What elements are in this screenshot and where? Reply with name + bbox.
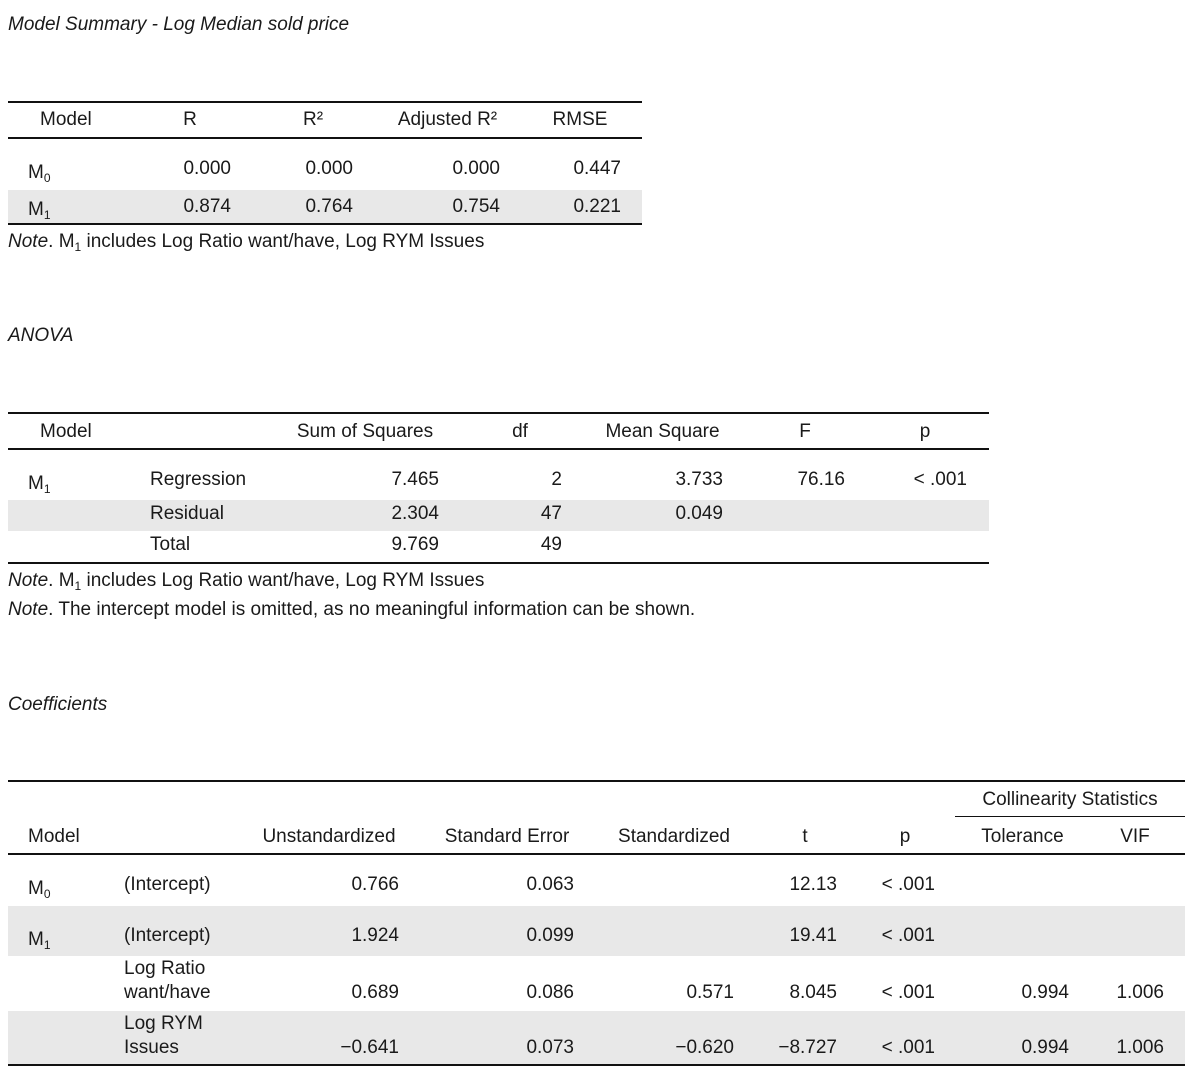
col-header-f: F [799, 421, 811, 442]
coefficients-title: Coefficients [8, 694, 108, 715]
source-label: Total [150, 534, 191, 555]
table-rule [8, 780, 1185, 782]
p-value: < .001 [881, 982, 935, 1003]
vif-value: 1.006 [1116, 982, 1164, 1003]
unstd-value: 0.766 [351, 874, 399, 895]
r-value: 0.000 [183, 158, 231, 179]
std-value: −0.620 [675, 1037, 734, 1058]
col-header-p: p [899, 826, 911, 847]
se-value: 0.073 [526, 1037, 574, 1058]
col-header-vif: VIF [1120, 826, 1150, 847]
table-rule [8, 448, 989, 450]
f-value: 76.16 [797, 469, 845, 490]
ms-value: 0.049 [675, 503, 723, 524]
col-header-r: R [183, 109, 197, 130]
std-value: 0.571 [686, 982, 734, 1003]
se-value: 0.086 [526, 982, 574, 1003]
unstd-value: 1.924 [351, 925, 399, 946]
col-header-standard-error: Standard Error [444, 826, 570, 847]
term-label: (Intercept) [124, 874, 211, 895]
ms-value: 3.733 [675, 469, 723, 490]
tolerance-value: 0.994 [1021, 982, 1069, 1003]
col-header-rmse: RMSE [552, 109, 608, 130]
ss-value: 9.769 [391, 534, 439, 555]
model-summary-title: Model Summary - Log Median sold price [8, 14, 350, 35]
r2-value: 0.764 [305, 196, 353, 217]
col-header-sum-squares: Sum of Squares [296, 421, 434, 442]
col-header-adj-r2: Adjusted R² [397, 109, 498, 130]
table-rule [8, 1064, 1185, 1066]
se-value: 0.099 [526, 925, 574, 946]
col-header-tolerance: Tolerance [981, 826, 1064, 847]
model-label: $M_1$ [28, 929, 51, 952]
unstd-value: 0.689 [351, 982, 399, 1003]
table-rule [8, 853, 1185, 855]
table-note: Note. The intercept model is omitted, as no meaningful information can be shown. [8, 599, 696, 620]
source-label: Regression [150, 469, 247, 490]
rmse-value: 0.221 [573, 196, 621, 217]
term-label: (Intercept) [124, 925, 211, 946]
t-value: −8.727 [778, 1037, 837, 1058]
col-header-model: Model [40, 109, 92, 130]
col-header-unstandardized: Unstandardized [262, 826, 396, 847]
col-header-t: t [802, 826, 808, 847]
model-label: $M_0$ [28, 878, 51, 901]
term-label-cont: want/have [124, 982, 211, 1003]
tolerance-value: 0.994 [1021, 1037, 1069, 1058]
df-value: 2 [551, 469, 562, 490]
term-label: Log RYM [124, 1013, 203, 1034]
df-value: 47 [540, 503, 562, 524]
r2-value: 0.000 [305, 158, 353, 179]
model-label: $M_1$ [28, 199, 51, 222]
col-header-mean-square: Mean Square [605, 421, 720, 442]
col-header-model: Model [40, 421, 92, 442]
df-value: 49 [540, 534, 562, 555]
anova-title: ANOVA [8, 325, 74, 346]
adj-r2-value: 0.754 [452, 196, 500, 217]
table-note: Note. $M_1$ includes Log Ratio want/have, Log RYM Issues [8, 570, 485, 593]
model-label: $M_0$ [28, 162, 51, 185]
p-value: < .001 [913, 469, 967, 490]
col-header-p: p [919, 421, 931, 442]
p-value: < .001 [881, 1037, 935, 1058]
p-value: < .001 [881, 874, 935, 895]
se-value: 0.063 [526, 874, 574, 895]
rmse-value: 0.447 [573, 158, 621, 179]
source-label: Residual [150, 503, 224, 524]
adj-r2-value: 0.000 [452, 158, 500, 179]
term-label: Log Ratio [124, 958, 206, 979]
col-header-model: Model [28, 826, 80, 847]
term-label-cont: Issues [124, 1037, 179, 1058]
ss-value: 7.465 [391, 469, 439, 490]
table-note: Note. $M_1$ includes Log Ratio want/have, Log RYM Issues [8, 231, 485, 254]
table-rule [8, 412, 989, 414]
table-rule [8, 137, 642, 139]
t-value: 8.045 [789, 982, 837, 1003]
table-rule [8, 562, 989, 564]
vif-value: 1.006 [1116, 1037, 1164, 1058]
model-label: $M_1$ [28, 473, 51, 496]
table-rule [8, 101, 642, 103]
ss-value: 2.304 [391, 503, 439, 524]
p-value: < .001 [881, 925, 935, 946]
r-value: 0.874 [183, 196, 231, 217]
col-header-df: df [512, 421, 528, 442]
group-rule [955, 816, 1185, 817]
t-value: 12.13 [789, 874, 837, 895]
col-header-standardized: Standardized [618, 826, 730, 847]
col-group-header-collinearity: Collinearity Statistics [982, 789, 1158, 810]
t-value: 19.41 [789, 925, 837, 946]
col-header-r2: R² [302, 109, 324, 130]
unstd-value: −0.641 [340, 1037, 399, 1058]
table-rule [8, 223, 642, 225]
